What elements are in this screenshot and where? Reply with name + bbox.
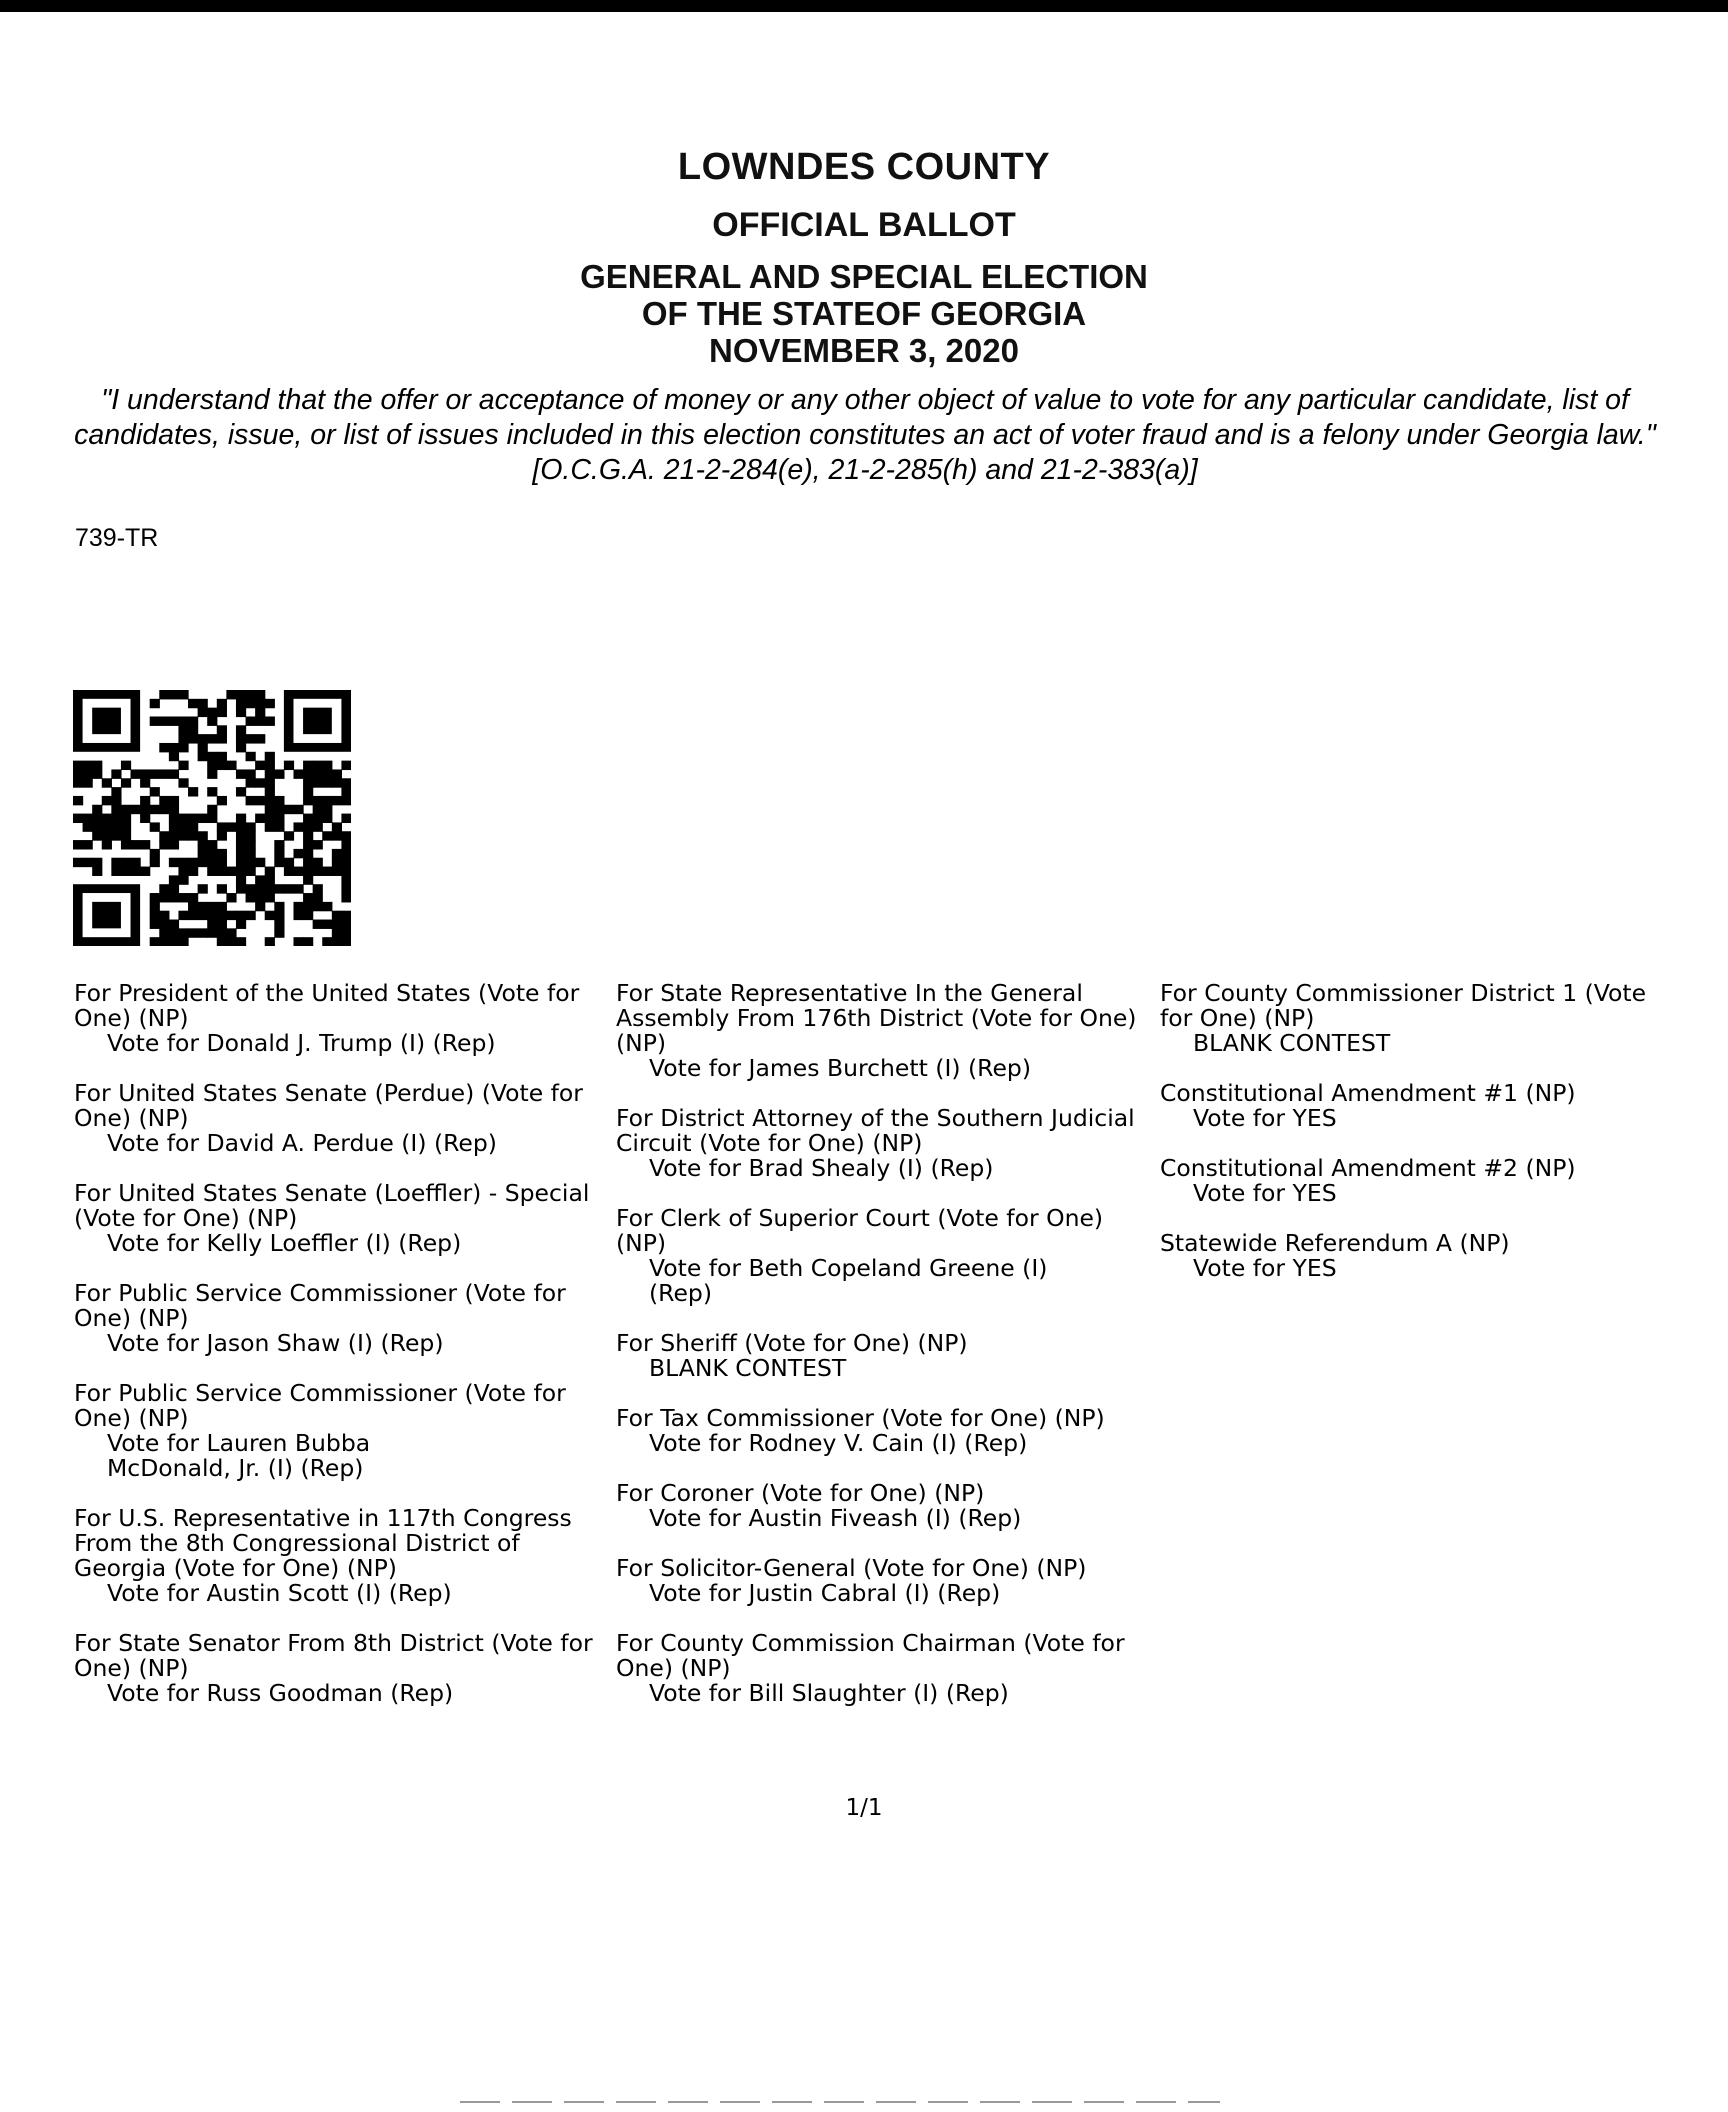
contest-title: For Sheriff (Vote for One) (NP) xyxy=(616,1329,968,1357)
contest-item xyxy=(616,1481,1156,1531)
voter-fraud-oath: "I understand that the offer or acceptance of money or any other object of value to vote for any particular candidate, list of candidates, issue, or list of issues included in this election constitutes an act of voter fraud and is a felony under Georgia law."[O.C.G.A. 21-2-284(e), 21-2-285(h) and 21-2-383(a)] xyxy=(74,384,1656,486)
contest-title: For Clerk of Superior Court (Vote for One) (NP) xyxy=(616,1204,1104,1257)
ballot-style-code: 739-TR xyxy=(75,524,159,552)
contest-title: For United States Senate (Loeffler) - Special (Vote for One) (NP) xyxy=(74,1179,590,1232)
contest-title: For County Commission Chairman (Vote for One) (NP) xyxy=(616,1629,1125,1682)
contest-column-2 xyxy=(616,981,1156,1731)
qr-code-icon xyxy=(73,690,351,946)
contest-title: Constitutional Amendment #2 (NP) xyxy=(1160,1154,1576,1182)
election-title-line2: OF THE STATEOF GEORGIA xyxy=(641,295,1087,332)
contest-item xyxy=(616,1556,1156,1606)
election-date: NOVEMBER 3, 2020 xyxy=(709,332,1019,369)
contest-selection: Vote for YES xyxy=(1193,1254,1337,1282)
contest-item xyxy=(74,1506,614,1606)
contest-title: For President of the United States (Vote for One) (NP) xyxy=(74,979,580,1032)
contest-title: For Public Service Commissioner (Vote for One) (NP) xyxy=(74,1379,566,1432)
contest-selection: Vote for Russ Goodman (Rep) xyxy=(107,1679,454,1707)
contest-selection: Vote for Brad Shealy (I) (Rep) xyxy=(649,1154,994,1182)
contest-selection: Vote for Bill Slaughter (I) (Rep) xyxy=(649,1679,1009,1707)
contest-item xyxy=(1160,1231,1720,1281)
contest-title: For State Senator From 8th District (Vote for One) (NP) xyxy=(74,1629,593,1682)
county-name: LOWNDES COUNTY xyxy=(677,146,1051,188)
contest-title: For Tax Commissioner (Vote for One) (NP) xyxy=(616,1404,1105,1432)
scan-top-border xyxy=(0,0,1728,12)
contest-title: For Solicitor-General (Vote for One) (NP) xyxy=(616,1554,1087,1582)
contest-selection: Vote for Rodney V. Cain (I) (Rep) xyxy=(649,1429,1028,1457)
contest-title: For District Attorney of the Southern Judicial Circuit (Vote for One) (NP) xyxy=(616,1104,1135,1157)
contest-item xyxy=(74,1381,614,1481)
contest-item xyxy=(74,1281,614,1356)
contest-selection: BLANK CONTEST xyxy=(1193,1029,1391,1057)
ballot-header xyxy=(0,142,1728,369)
contest-title: For Public Service Commissioner (Vote for One) (NP) xyxy=(74,1279,566,1332)
contest-title: For State Representative In the General Assembly From 176th District (Vote for One) (NP) xyxy=(616,979,1137,1057)
contest-item xyxy=(74,1081,614,1156)
contest-title: Constitutional Amendment #1 (NP) xyxy=(1160,1079,1576,1107)
contest-title: Statewide Referendum A (NP) xyxy=(1160,1229,1510,1257)
contest-title: For Coroner (Vote for One) (NP) xyxy=(616,1479,985,1507)
contest-column-1 xyxy=(74,981,614,1731)
contest-selection: Vote for David A. Perdue (I) (Rep) xyxy=(107,1129,497,1157)
contest-title-line1: For County Commissioner District 1 (Vote xyxy=(1160,979,1647,1007)
contest-selection: Vote for Austin Fiveash (I) (Rep) xyxy=(649,1504,1022,1532)
contest-item xyxy=(74,981,614,1056)
election-title-line1: GENERAL AND SPECIAL ELECTION xyxy=(580,258,1148,295)
contest-item xyxy=(1160,1081,1720,1131)
contest-selection: Vote for Kelly Loeffler (I) (Rep) xyxy=(107,1229,462,1257)
contest-column-3 xyxy=(1160,981,1720,1306)
page-number: 1/1 xyxy=(845,1795,883,1821)
contest-selection: Vote for Donald J. Trump (I) (Rep) xyxy=(107,1029,496,1057)
contest-title: For U.S. Representative in 117th Congress From the 8th Congressional District of Georgia (Vote for One) (NP) xyxy=(74,1504,572,1582)
contest-selection: Vote for James Burchett (I) (Rep) xyxy=(649,1054,1032,1082)
contest-item xyxy=(616,1206,1156,1306)
contest-title: For United States Senate (Perdue) (Vote for One) (NP) xyxy=(74,1079,583,1132)
contest-selection: Vote for Lauren Bubba McDonald, Jr. (I) (Rep) xyxy=(107,1429,371,1482)
contest-selection: Vote for Justin Cabral (I) (Rep) xyxy=(649,1579,1001,1607)
contest-item xyxy=(616,1331,1156,1381)
contest-selection: Vote for Beth Copeland Greene (I) (Rep) xyxy=(649,1254,1048,1307)
contest-item xyxy=(74,1631,614,1706)
contest-item xyxy=(616,1631,1156,1706)
contest-item xyxy=(1160,1156,1720,1206)
ballot-type: OFFICIAL BALLOT xyxy=(712,206,1016,244)
contest-item xyxy=(616,981,1156,1081)
contest-selection: Vote for Jason Shaw (I) (Rep) xyxy=(107,1329,444,1357)
contest-selection: BLANK CONTEST xyxy=(649,1354,847,1382)
contest-selection: Vote for YES xyxy=(1193,1179,1337,1207)
contest-item xyxy=(616,1106,1156,1181)
contest-title-line2: for One) (NP) xyxy=(1160,1004,1315,1032)
contest-selection: Vote for Austin Scott (I) (Rep) xyxy=(107,1579,452,1607)
contest-selection: Vote for YES xyxy=(1193,1104,1337,1132)
scan-bottom-edge xyxy=(460,2101,1220,2103)
contest-item xyxy=(1160,981,1720,1056)
contest-item xyxy=(616,1406,1156,1456)
contest-item xyxy=(74,1181,614,1256)
